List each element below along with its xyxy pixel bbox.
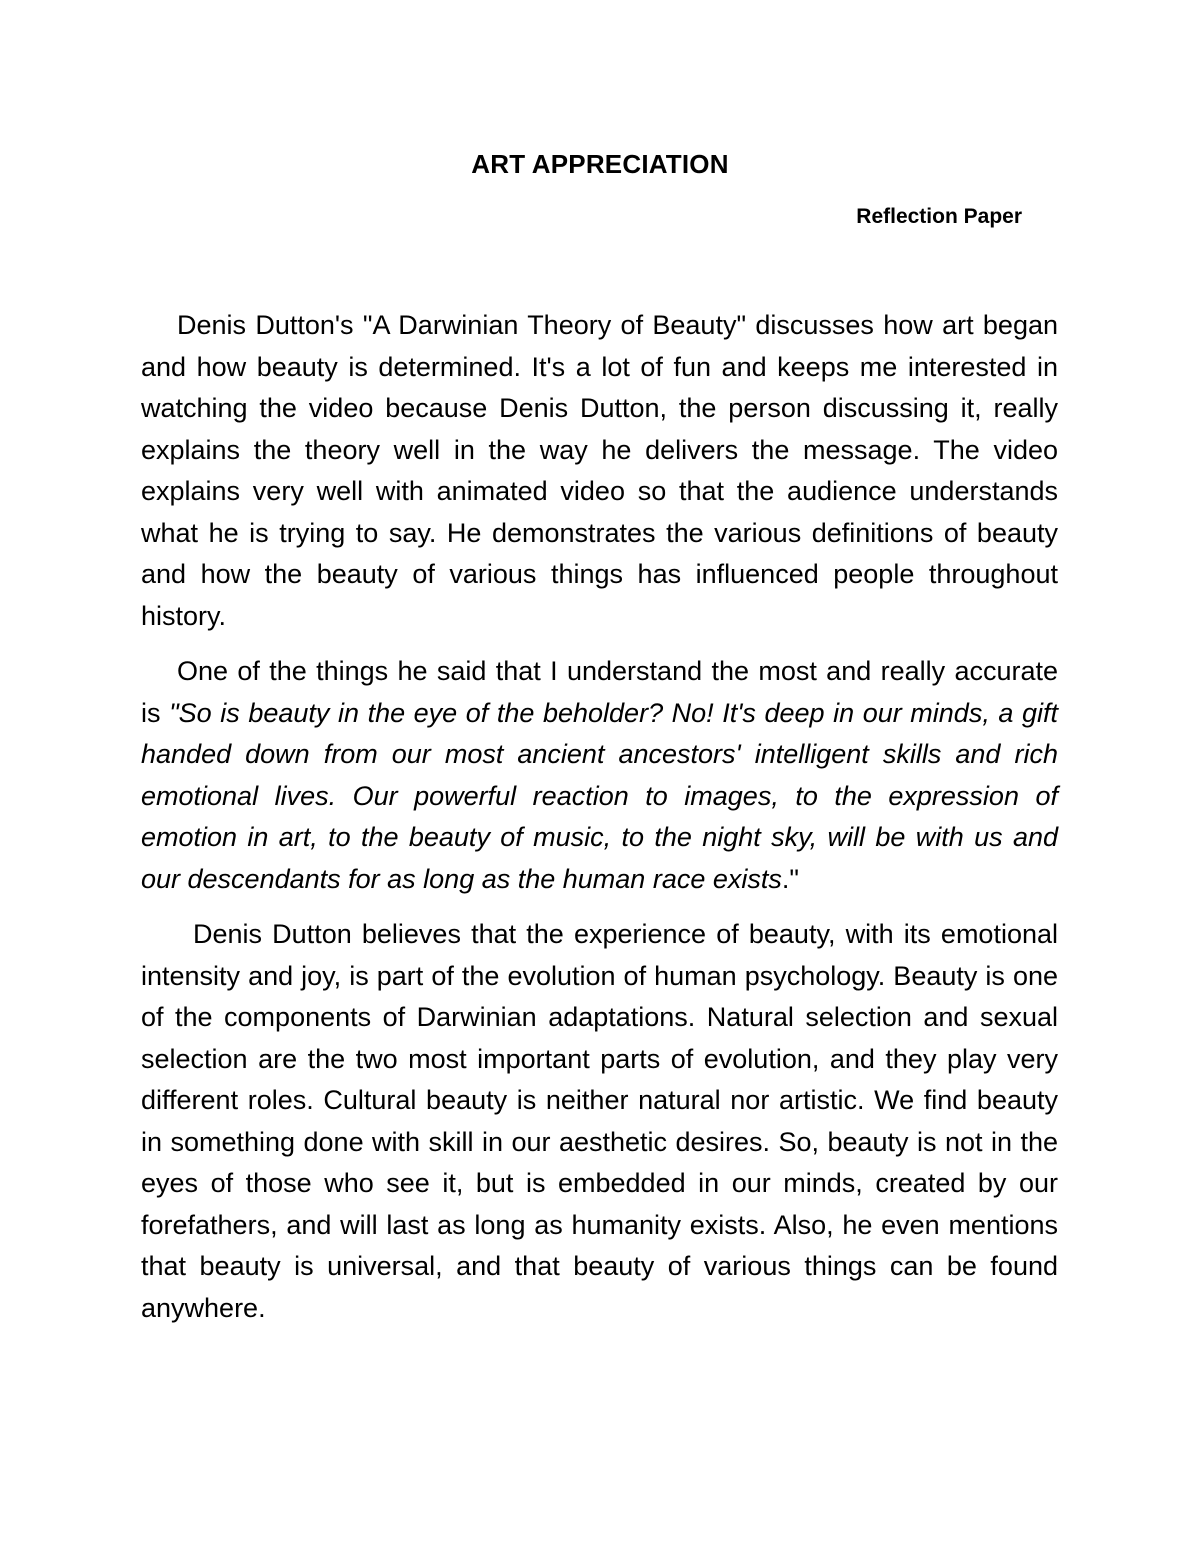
document-title: ART APPRECIATION (471, 149, 729, 179)
paragraph-2-intro: One of the things he said that I understand the most and really accurate is (141, 656, 1058, 728)
paragraph-1: Denis Dutton's "A Darwinian Theory of Beauty" discusses how art began and how beauty is determined. It's a lot of fun and keeps me interested in watching the video because Denis Dutton, the person discussing it, really explains the theory well in the way he delivers the message. The video explains very well with animated video so that the audience understands what he is trying to say. He demonstrates the various definitions of beauty and how the beauty of various things has influenced people throughout history. (141, 310, 1058, 631)
paragraph-2 (141, 651, 1058, 900)
document-body (141, 305, 1058, 1343)
paragraph-2-quote: "So is beauty in the eye of the beholder? No! It's deep in our minds, a gift handed down from our most ancient ancestors' intelligent skills and rich emotional lives. Our powerful reaction to images, to the expression of emotion in art, to the beauty of music, to the night sky, will be with us and our descendants for as long as the human race exists (141, 697, 1059, 894)
paragraph-3: Denis Dutton believes that the experience of beauty, with its emotional intensity and joy, is part of the evolution of human psychology. Beauty is one of the components of Darwinian adaptations. Natural selection and sexual selection are the two most important parts of evolution, and they play very different roles. Cultural beauty is neither natural nor artistic. We find beauty in something done with skill in our aesthetic desires. So, beauty is not in the eyes of those who see it, but is embedded in our minds, created by our forefathers, and will last as long as humanity exists. Also, he even mentions that beauty is universal, and that beauty of various things can be found anywhere. (141, 919, 1058, 1323)
paragraph-2-end: ." (781, 863, 799, 894)
document-subtitle: Reflection Paper (856, 205, 1022, 228)
